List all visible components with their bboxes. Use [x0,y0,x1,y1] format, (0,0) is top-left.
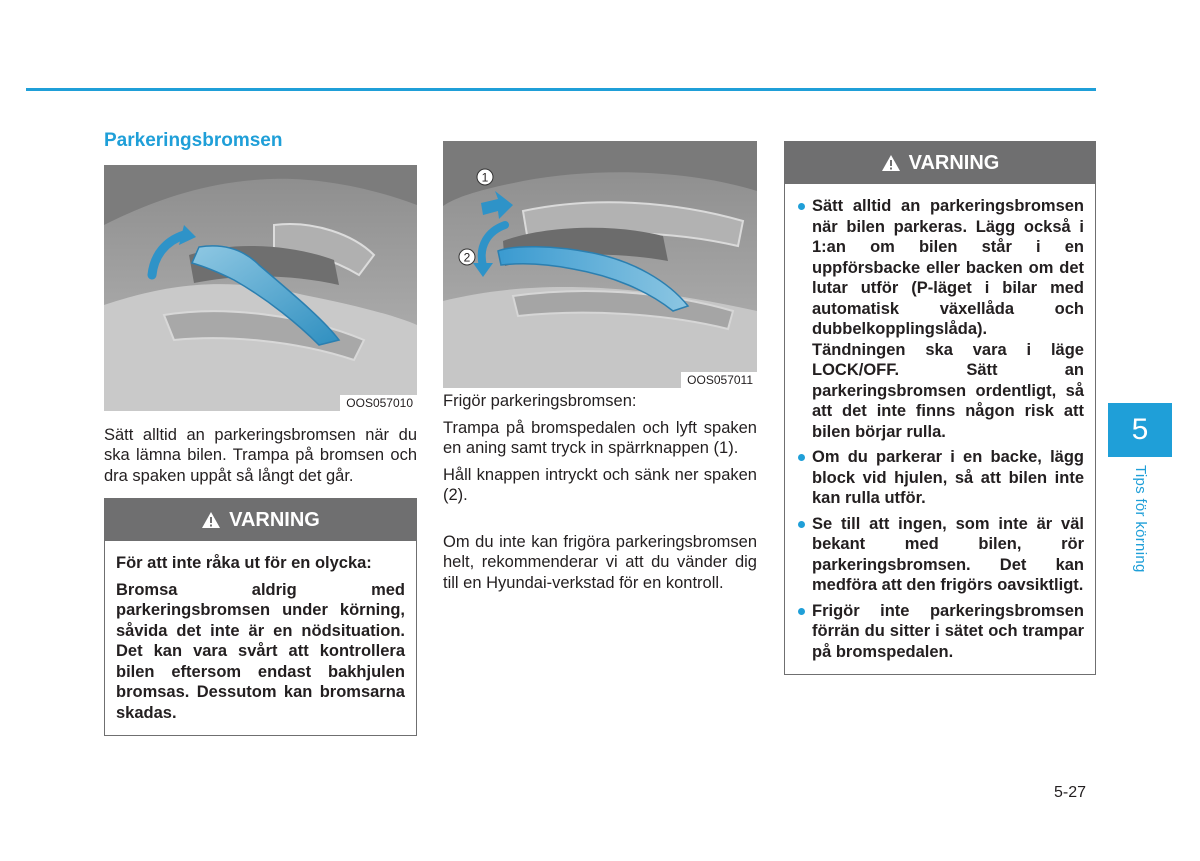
warning-title: VARNING [908,151,1000,174]
warning-header [105,499,416,541]
release-note: Om du inte kan frigöra parkeringsbromsen helt, rekommenderar vi att du vänder dig till en Hyundai-verkstad för en kontroll. [443,532,757,592]
warning-text: Bromsa aldrig med parkeringsbromsen under körning, såvida det inte är en nödsituation. Det kan vara svårt att kontrollera bilen eftersom endast bakhjulen bromsas. Dessutom kan bromsarna skadas. [116,580,405,722]
callout-1: 1 [481,170,489,185]
warning-bullet-list [796,196,1084,662]
callout-2: 2 [463,250,471,265]
warning-bullet: Se till att ingen, som inte är väl bekant med bilen, rör parkeringsbromsen. Det kan medföra att den frigörs oavsiktligt. [796,514,1084,596]
warning-bullet: Om du parkerar i en backe, lägg block vid hjulen, så att bilen inte kan rulla utför. [796,447,1084,509]
right-column [784,141,1096,675]
warning-lead: För att inte råka ut för en olycka: [116,554,372,573]
parking-brake-release-figure [443,141,757,388]
warning-title: VARNING [229,508,320,531]
parking-brake-apply-figure [104,165,417,411]
apply-instructions: Sätt alltid an parkeringsbromsen när du ska lämna bilen. Trampa på bromsen och dra spaken uppåt så långt det går. [104,425,417,485]
warning-triangle-icon [881,154,901,172]
page-number: 5-27 [1054,784,1087,801]
warning-header [785,142,1095,184]
figure-code: OOS057010 [340,395,417,411]
parking-brake-release-illustration [443,141,757,388]
warning-triangle-icon [201,511,221,529]
header-rule [26,88,1096,91]
warning-box-right [784,141,1096,675]
section-title: Parkeringsbromsen [104,130,283,151]
figure-code: OOS057011 [681,372,757,388]
parking-brake-lever-illustration [104,165,417,411]
warning-body [785,184,1095,674]
middle-column [443,141,757,593]
left-column [104,130,417,736]
release-step-2: Håll knappen intryckt och sänk ner spaken (2). [443,465,757,504]
warning-box-left [104,498,417,736]
warning-bullet: Frigör inte parkeringsbromsen förrän du sitter i sätet och trampar på bromspedalen. [796,601,1084,663]
warning-bullet: Sätt alltid an parkeringsbromsen när bilen parkeras. Lägg också i 1:an om bilen står i en uppförsbacke eller backen om det lutar utför (P-läget i bilar med automatisk växellåda och dubbelkopplingslåda). Tändningen ska vara i läge LOCK/OFF. Sätt an parkeringsbromsen ordentligt, så att det inte finns någon risk att bilen börjar rulla. [796,196,1084,442]
chapter-number-tab: 5 [1108,403,1172,457]
release-caption: Frigör parkeringsbromsen: [443,392,637,410]
release-step-1: Trampa på bromspedalen och lyft spaken en aning samt tryck in spärrknappen (1). [443,418,757,457]
chapter-title: Tips för körning [1132,465,1149,573]
warning-body [105,541,416,735]
